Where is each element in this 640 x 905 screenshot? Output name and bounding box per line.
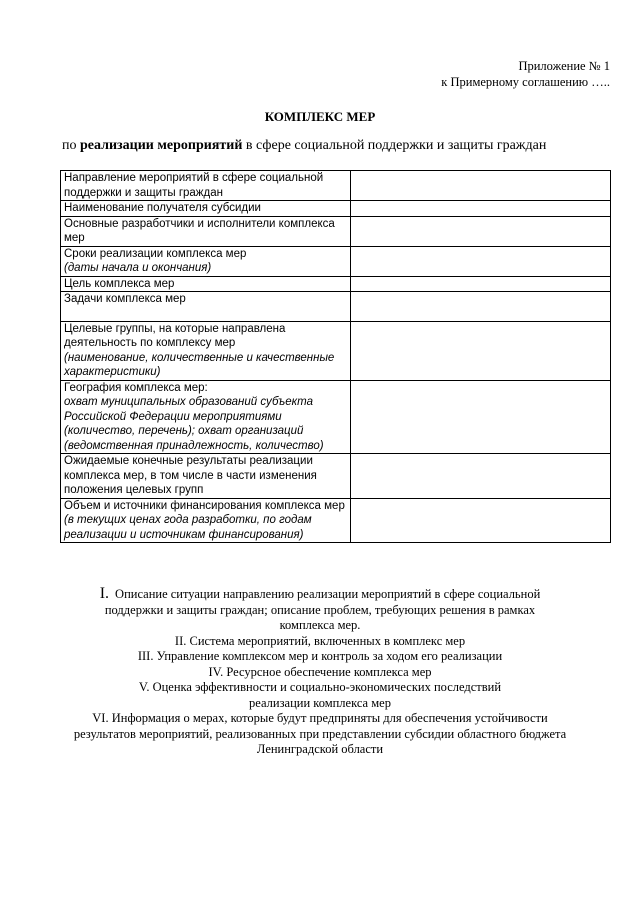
row-label-note: (наименование, количественные и качественные характеристики) bbox=[64, 351, 335, 378]
row-value-cell[interactable] bbox=[350, 498, 610, 543]
table-row bbox=[61, 321, 611, 380]
section-5-line-2: реализации комплекса мер bbox=[249, 695, 391, 710]
row-label-cell bbox=[61, 454, 351, 499]
section-5: V. Оценка эффективности и социально-экономических последствий bbox=[138, 680, 502, 694]
row-label: Наименование получателя субсидии bbox=[64, 202, 261, 214]
row-label-cell bbox=[61, 321, 351, 380]
row-value-cell[interactable] bbox=[350, 216, 610, 246]
sections-list bbox=[0, 586, 640, 758]
subtitle-rest: в сфере социальной поддержки и защиты граждан bbox=[242, 138, 547, 153]
table-row bbox=[61, 498, 611, 543]
row-label: Объем и источники финансирования комплекса мер bbox=[64, 499, 345, 512]
table-row bbox=[61, 201, 611, 217]
row-label: Направление мероприятий в сфере социальной поддержки и защиты граждан bbox=[64, 172, 324, 199]
row-label-note: (в текущих ценах года разработки, по годам реализации и источникам финансирования) bbox=[64, 514, 312, 541]
row-label-cell bbox=[61, 380, 351, 454]
row-value-cell[interactable] bbox=[350, 276, 610, 292]
section-1-line-2: поддержки и защиты граждан; описание проблем, требующих решения в рамках bbox=[104, 602, 536, 617]
table-row bbox=[61, 216, 611, 246]
row-label: Цель комплекса мер bbox=[64, 277, 175, 290]
section-1 bbox=[0, 586, 640, 603]
table-row bbox=[61, 292, 611, 322]
table-row bbox=[61, 171, 611, 201]
table-row bbox=[61, 380, 611, 454]
row-label-cell bbox=[61, 276, 351, 292]
row-value-cell[interactable] bbox=[350, 292, 610, 322]
appendix-header bbox=[441, 58, 610, 90]
row-value-cell[interactable] bbox=[350, 201, 610, 217]
row-label-cell bbox=[61, 201, 351, 217]
section-1-line-3: комплекса мер. bbox=[279, 618, 361, 632]
row-label: Задачи комплекса мер bbox=[64, 293, 186, 305]
section-3: III. Управление комплексом мер и контроль за ходом его реализации bbox=[137, 649, 503, 663]
row-label-cell bbox=[61, 216, 351, 246]
row-value-cell[interactable] bbox=[350, 380, 610, 454]
row-label-cell bbox=[61, 292, 351, 322]
row-label-cell bbox=[61, 498, 351, 543]
subtitle-bold: реализации мероприятий bbox=[80, 138, 243, 153]
row-value-cell[interactable] bbox=[350, 246, 610, 276]
appendix-line-2: к Примерному соглашению ….. bbox=[441, 75, 610, 89]
appendix-line-1: Приложение № 1 bbox=[518, 59, 610, 73]
row-label: География комплекса мер: bbox=[64, 381, 208, 394]
row-label: Целевые группы, на которые направлена деятельность по комплексу мер bbox=[64, 322, 286, 349]
section-6-line-3: Ленинградской области bbox=[256, 742, 384, 756]
row-label-note: охват муниципальных образований субъекта Российской Федерации мероприятиями (количество, перечень); охват организаций (ведомственная принадлежность, количество) bbox=[64, 396, 324, 452]
section-2: II. Система мероприятий, включенных в комплекс мер bbox=[174, 633, 466, 648]
subtitle-prefix: по bbox=[62, 138, 80, 153]
document-title: КОМПЛЕКС МЕР bbox=[264, 109, 376, 124]
measures-table bbox=[60, 170, 611, 543]
table-row bbox=[61, 454, 611, 499]
row-value-cell[interactable] bbox=[350, 454, 610, 499]
table-row bbox=[61, 276, 611, 292]
section-6: VI. Информация о мерах, которые будут предприняты для обеспечения устойчивости bbox=[92, 711, 548, 725]
row-label: Ожидаемые конечные результаты реализации комплекса мер, в том числе в части изменения положения целевых групп bbox=[64, 455, 317, 496]
section-1-number: I. bbox=[99, 585, 110, 602]
row-value-cell[interactable] bbox=[350, 321, 610, 380]
section-4: IV. Ресурсное обеспечение комплекса мер bbox=[208, 664, 432, 679]
table-row bbox=[61, 246, 611, 276]
section-6-line-2: результатов мероприятий, реализованных при представлении субсидии областного бюджета bbox=[73, 726, 567, 741]
section-1-text: Описание ситуации направлению реализации мероприятий в сфере социальной bbox=[115, 587, 541, 601]
row-label-note: (даты начала и окончания) bbox=[64, 262, 212, 274]
row-label: Основные разработчики и исполнители комплекса мер bbox=[64, 217, 335, 244]
row-label: Сроки реализации комплекса мер bbox=[64, 247, 247, 260]
row-label-cell bbox=[61, 246, 351, 276]
row-value-cell[interactable] bbox=[350, 171, 610, 201]
document-subtitle bbox=[62, 138, 546, 154]
row-label-cell bbox=[61, 171, 351, 201]
